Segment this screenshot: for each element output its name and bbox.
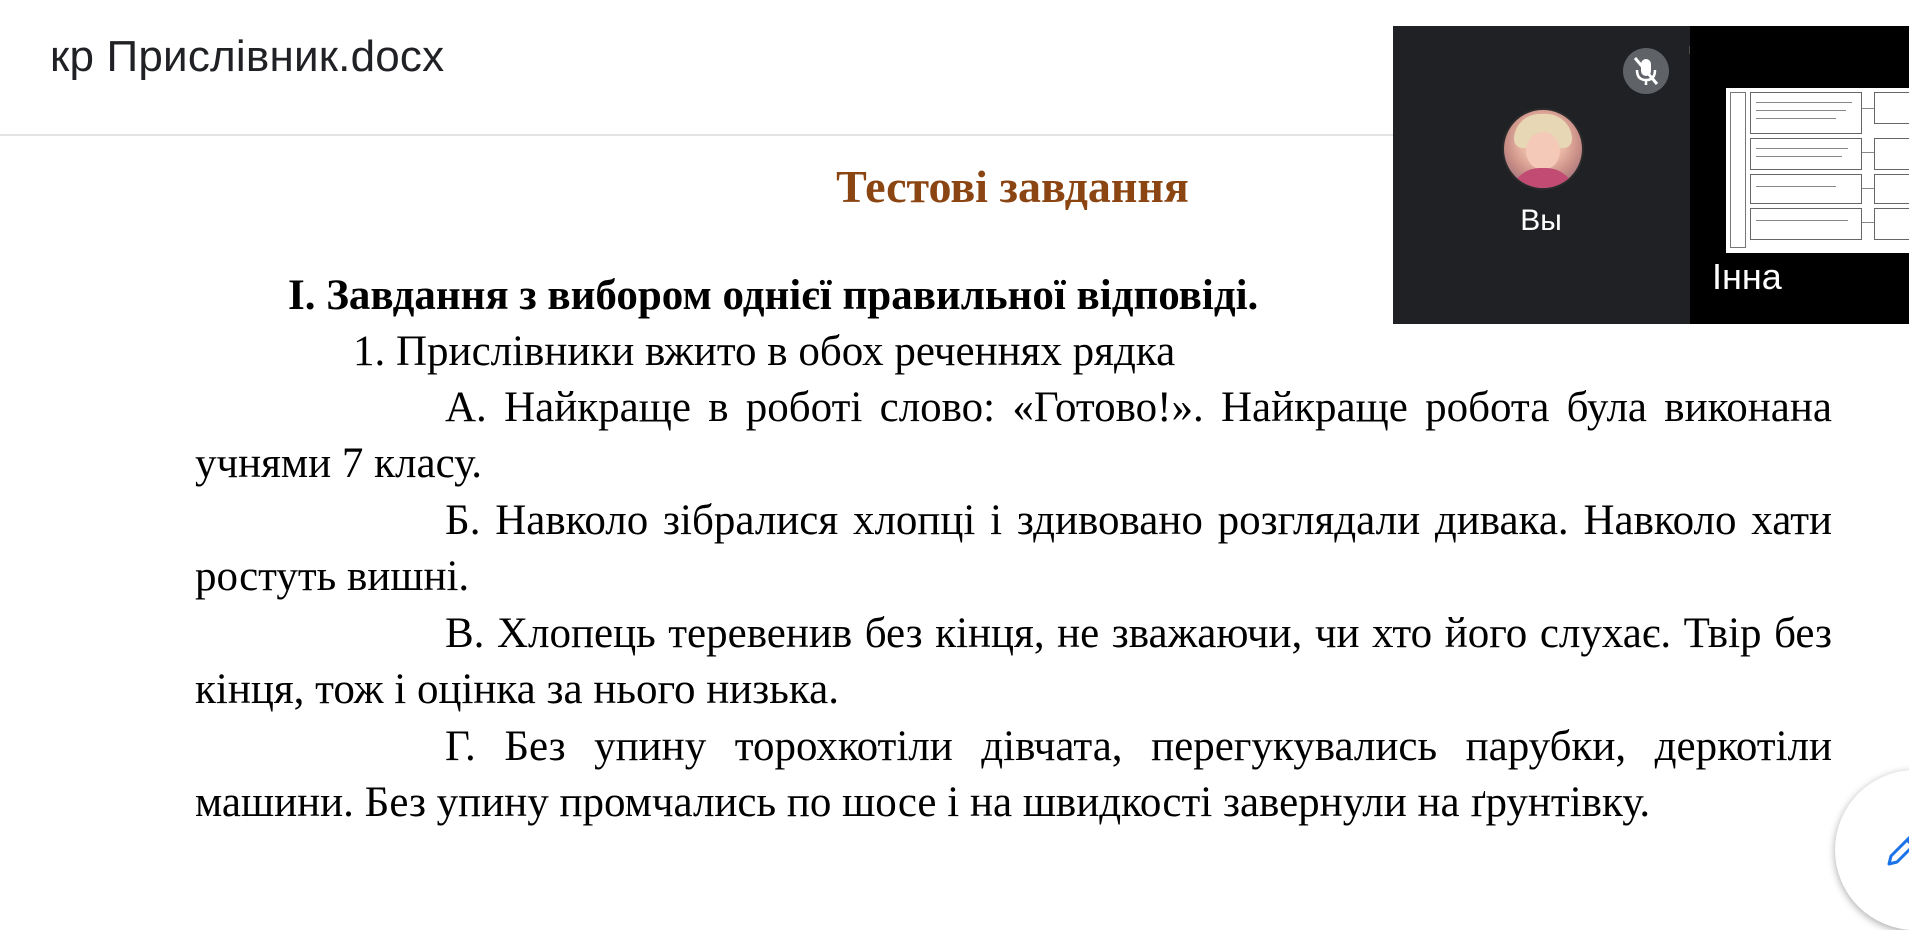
mic-off-icon [1623,48,1669,94]
answer-option-b: Б. Навколо зібралися хлопці і здивовано розглядали дивака. Навколо хати ростуть вишні. [195,497,1832,600]
participant-name-label: Інна [1712,256,1782,297]
answer-option-v: В. Хлопець теревенив без кінця, не зважаючи, чи хто його слухає. Твір без кінця, тож і оцінка за нього низька. [195,610,1832,713]
shared-screen-thumbnail [1726,88,1909,253]
self-video-tile[interactable] [1393,26,1689,324]
avatar [1502,108,1584,190]
section-title: І. Завдання з вибором однієї правильної відповіді. [288,272,1259,319]
self-participant-label: Вы [1520,204,1562,237]
question-text: 1. Прислівники вжито в обох реченнях рядка [353,328,1176,375]
document-heading: Тестові завдання [836,161,1189,212]
file-title: кр Прислівник.docx [50,32,445,81]
participant-video-tile[interactable] [1690,26,1909,324]
answer-option-a: А. Найкраще в роботі слово: «Готово!». Найкраще робота була виконана учнями 7 класу. [195,384,1832,487]
pencil-icon [1883,830,1909,870]
answer-option-g: Г. Без упину торохкотіли дівчата, перегукувались парубки, деркотіли машини. Без упину промчались по шосе і на швидкості завернули на ґрунтівку. [195,723,1832,826]
